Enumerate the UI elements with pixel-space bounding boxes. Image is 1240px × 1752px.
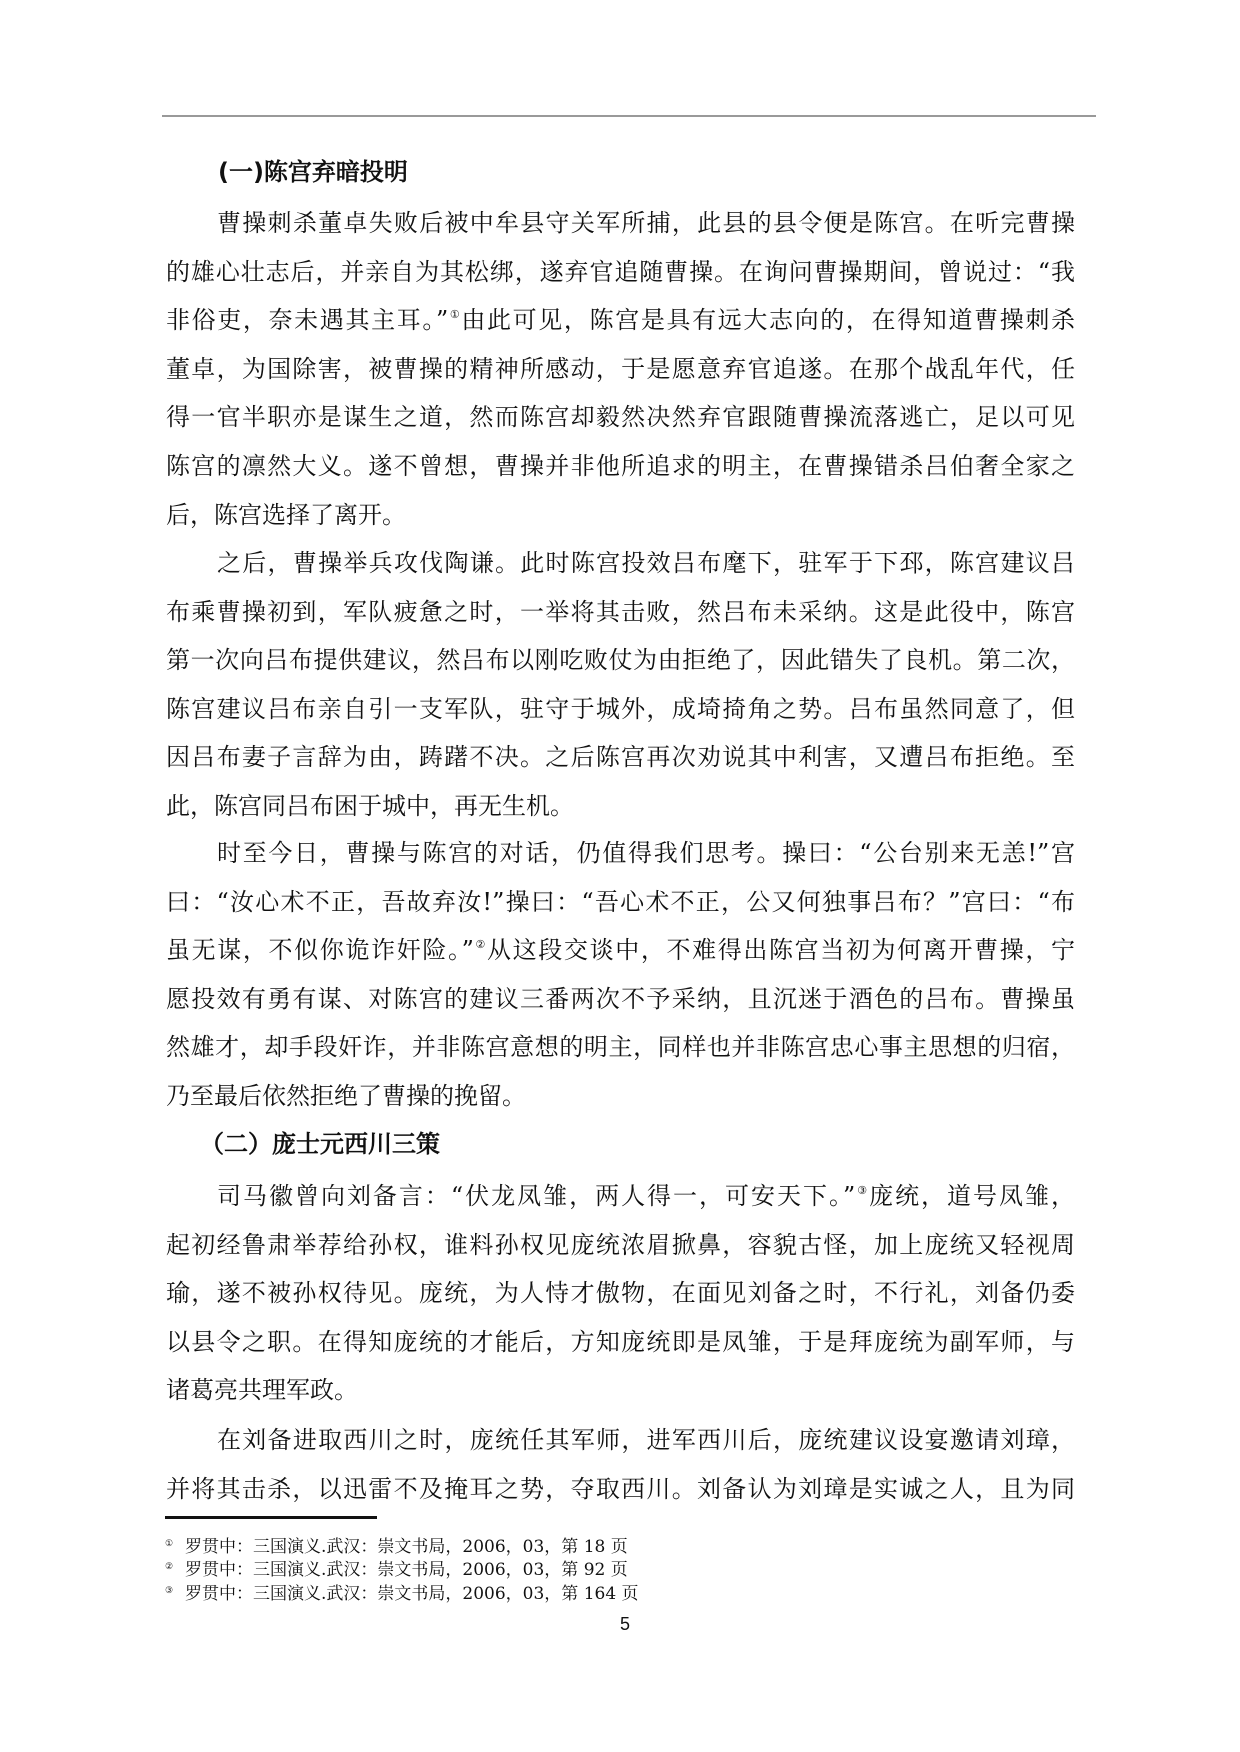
paragraph-line [166, 442, 1075, 490]
text-run: 因吕布妻子言辞为由，踌躇不决。之后陈宫再次劝说其中利害，又遭吕布拒绝。至 [166, 743, 1075, 772]
paragraph-line [166, 345, 1075, 393]
paragraph-line [217, 199, 1075, 247]
paragraph-line [166, 685, 1075, 733]
paragraph-line [166, 393, 1075, 441]
paragraph-line [166, 975, 1075, 1023]
paragraph-line [166, 1318, 1075, 1366]
paragraph-line [166, 1221, 1075, 1269]
paragraph-line [217, 1416, 1075, 1464]
text-run: 曰：“汝心术不正，吾故弃汝!”操曰：“吾心术不正，公又何独事吕布？”宫曰：“布 [166, 887, 1075, 916]
footnote-marker: ② [165, 1562, 174, 1572]
text-run: 时至今日，曹操与陈宫的对话，仍值得我们思考。操曰：“公台别来无恙!”宫 [217, 839, 1075, 867]
text-run: 然雄才，却手段奸诈，并非陈宫意想的明主，同样也并非陈宫忠心事主思想的归宿， [166, 1033, 1075, 1062]
paragraph-line [166, 1366, 1075, 1414]
text-run: 曹操刺杀董卓失败后被中牟县守关军所捕，此县的县令便是陈宫。在听完曹操 [217, 209, 1075, 237]
paragraph-line [217, 1172, 1075, 1220]
paragraph-line [166, 636, 1075, 684]
paragraph-line [166, 878, 1075, 926]
paragraph-line [217, 539, 1075, 587]
footnote-marker: ③ [165, 1586, 174, 1596]
footnote-marker: ① [165, 1539, 174, 1549]
text-run: 陈宫建议吕布亲自引一支军队，驻守于城外，成埼掎角之势。吕布虽然同意了，但 [166, 694, 1075, 723]
text-run: 布乘曹操初到，军队疲惫之时，一举将其击败，然吕布未采纳。这是此役中，陈宫 [166, 597, 1075, 626]
section-heading: （二）庞士元西川三策 [200, 1130, 440, 1158]
paragraph-line [166, 1269, 1075, 1317]
paragraph-line [217, 829, 1075, 877]
paragraph-line [166, 1465, 1075, 1513]
text-run: 董卓，为国除害，被曹操的精神所感动，于是愿意弃官追遂。在那个战乱年代，任 [166, 354, 1075, 383]
text-run: 乃至最后依然拒绝了曹操的挽留。 [166, 1082, 526, 1110]
text-run: 庞统，道号凤雏， [869, 1182, 1075, 1210]
text-run: 司马徽曾向刘备言：“伏龙凤雏，两人得一，可安天下。” [217, 1182, 856, 1210]
text-run: 此，陈宫同吕布困于城中，再无生机。 [166, 792, 574, 820]
text-run: 之后，曹操举兵攻伐陶谦。此时陈宫投效吕布麾下，驻军于下邳，陈宫建议吕 [217, 549, 1075, 577]
paragraph-line [166, 782, 1075, 830]
text-run: 诸葛亮共理军政。 [166, 1376, 358, 1405]
text-run: 在刘备进取西川之时，庞统任其军师，进军西川后，庞统建议设宴邀请刘璋， [217, 1426, 1075, 1454]
text-run: 起初经鲁肃举荐给孙权，谁料孙权见庞统浓眉掀鼻，容貌古怪，加上庞统又轻视周 [166, 1230, 1075, 1259]
text-run: 由此可见，陈宫是具有远大志向的，在得知道曹操刺杀 [461, 306, 1075, 335]
footnote-reference[interactable]: ① [448, 308, 462, 322]
text-run: 愿投效有勇有谋、对陈宫的建议三番两次不予采纳，且沉迷于酒色的吕布。曹操虽 [166, 984, 1075, 1013]
footnote-text: 罗贯中：三国演义.武汉：崇文书局，2006，03，第 164 页 [185, 1584, 639, 1604]
footnote-1 [165, 1533, 628, 1556]
text-run: 第一次向吕布提供建议，然吕布以刚吃败仗为由拒绝了，因此错失了良机。第二次， [166, 646, 1075, 675]
footnote-reference[interactable]: ③ [855, 1184, 870, 1197]
text-run: 后，陈宫选择了离开。 [166, 500, 406, 529]
text-run: 陈宫的凛然大义。遂不曾想，曹操并非他所追求的明主，在曹操错杀吕伯奢全家之 [166, 452, 1075, 480]
text-run: 非俗吏，奈未遇其主耳。” [166, 306, 449, 335]
paragraph-line [166, 296, 1075, 344]
text-run: 得一官半职亦是谋生之道，然而陈宫却毅然决然弃官跟随曹操流落逃亡，足以可见 [166, 403, 1075, 432]
page-number: 5 [619, 1614, 630, 1634]
text-run: 以县令之职。在得知庞统的才能后，方知庞统即是凤雏，于是拜庞统为副军师，与 [166, 1327, 1075, 1356]
paragraph-line [166, 733, 1075, 781]
footnote-2 [165, 1556, 628, 1579]
paragraph-line [166, 491, 1075, 539]
footnote-reference[interactable]: ② [473, 938, 488, 952]
header-rule [162, 115, 1096, 117]
footnote-text: 罗贯中：三国演义.武汉：崇文书局，2006，03，第 18 页 [185, 1537, 628, 1557]
section-heading: (一)陈宫弃暗投明 [218, 158, 408, 186]
text-run: 的雄心壮志后，并亲自为其松绑，遂弃官追随曹操。在询问曹操期间，曾说过：“我 [166, 257, 1075, 286]
paragraph-line [166, 248, 1075, 296]
text-run: 虽无谋，不似你诡诈奸险。” [166, 936, 474, 965]
footnote-separator [165, 1516, 377, 1519]
text-run: 并将其击杀，以迅雷不及掩耳之势，夺取西川。刘备认为刘璋是实诚之人，且为同 [166, 1474, 1075, 1503]
footnote-text: 罗贯中：三国演义.武汉：崇文书局，2006，03，第 92 页 [185, 1560, 628, 1580]
text-run: 从这段交谈中，不难得出陈宫当初为何离开曹操，宁 [487, 936, 1075, 965]
footnote-3 [165, 1580, 639, 1603]
text-run: 瑜，遂不被孙权待见。庞统，为人恃才傲物，在面见刘备之时，不行礼，刘备仍委 [166, 1279, 1075, 1308]
paragraph-line [166, 1023, 1075, 1071]
paragraph-line [166, 1072, 1075, 1120]
paragraph-line [166, 926, 1075, 974]
paragraph-line [166, 588, 1075, 636]
